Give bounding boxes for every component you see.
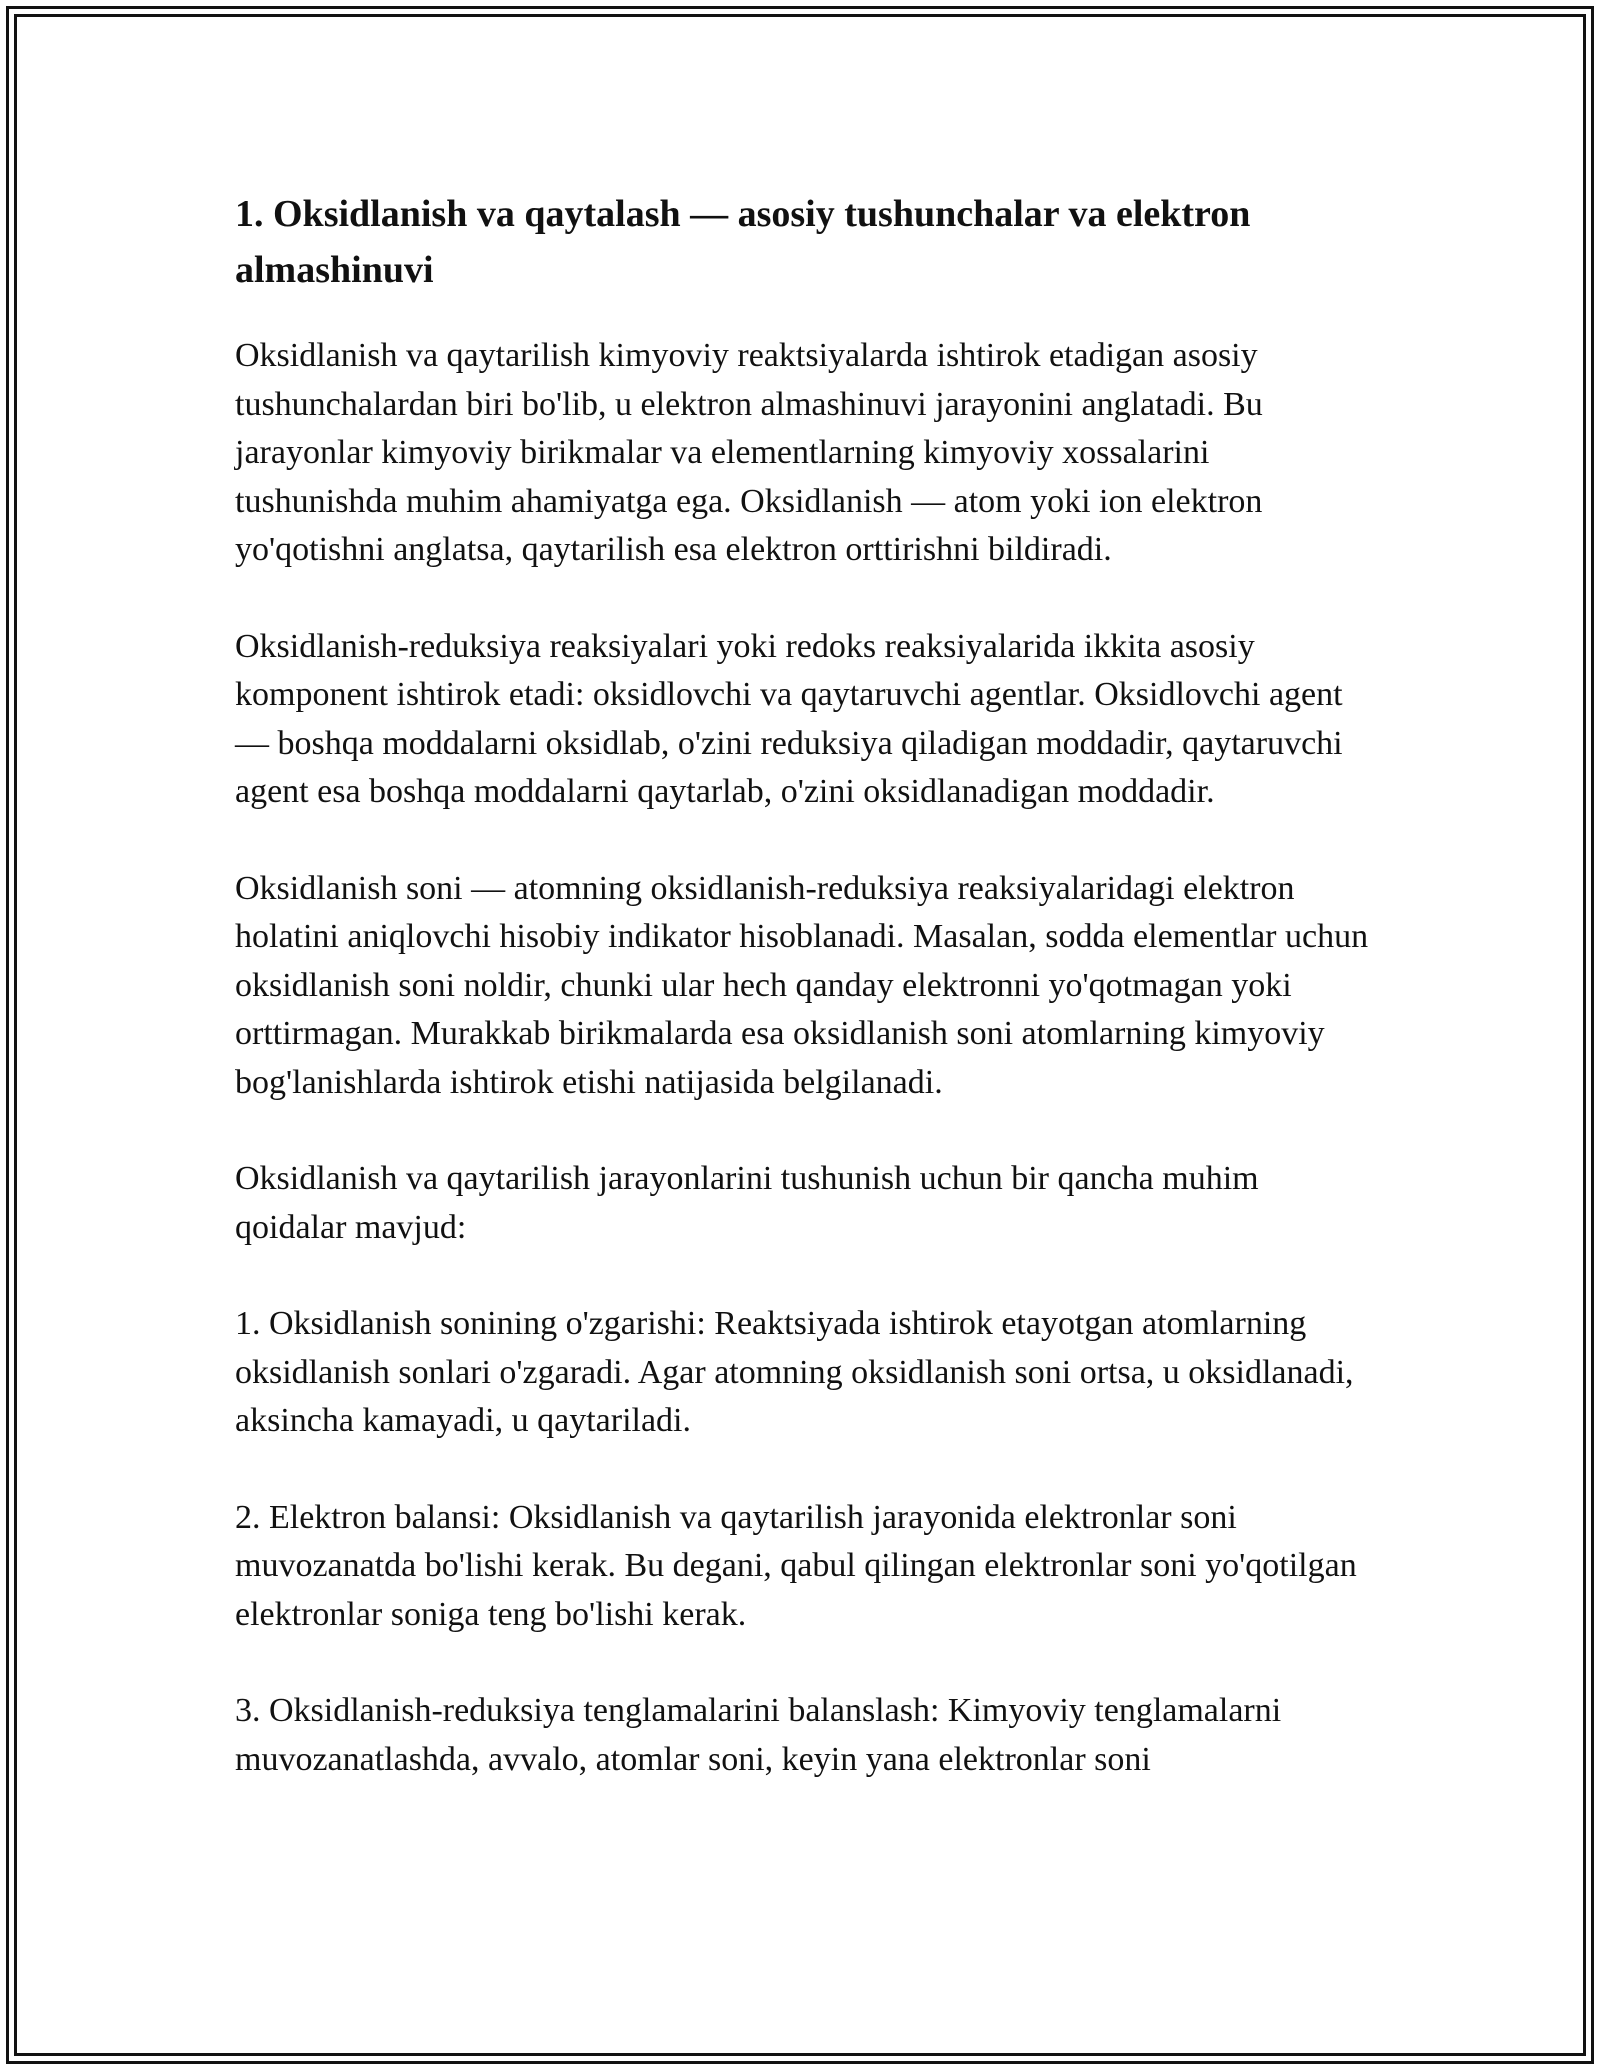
- paragraph-rules-intro: Oksidlanish va qaytarilish jarayonlarini tushunish uchun bir qancha muhim qoidalar mavjud:: [235, 1160, 1259, 1246]
- paragraph-oxidation-number: Oksidlanish soni — atomning oksidlanish-reduksiya reaksiyalaridagi elektron holatini aniqlovchi hisobiy indikator hisoblanadi. Masalan, sodda elementlar uchun oksidlanish soni noldir, chunki ular hech qanday elektronni yo'qotmagan yoki orttirmagan. Murakkab birikmalarda esa oksidlanish soni atomlarning kimyoviy bog'lanishlarda ishtirok etishi natijasida belgilanadi.: [235, 869, 1369, 1101]
- paragraph-intro: Oksidlanish va qaytarilish kimyoviy reaktsiyalarda ishtirok etadigan asosiy tushunchalardan biri bo'lib, u elektron almashinuvi jarayonini anglatadi. Bu jarayonlar kimyoviy birikmalar va elementlarning kimyoviy xossalarini tushunishda muhim ahamiyatga ega. Oksidlanish — atom yoki ion elektron yo'qotishni anglatsa, qaytarilish esa elektron orttirishni bildiradi.: [235, 337, 1263, 568]
- paragraph-redox-agents: Oksidlanish-reduksiya reaksiyalari yoki redoks reaksiyalarida ikkita asosiy komponent ishtirok etadi: oksidlovchi va qaytaruvchi agentlar. Oksidlovchi agent — boshqa moddalarni oksidlab, o'zini reduksiya qiladigan moddadir, qaytaruvchi agent esa boshqa moddalarni qaytarlab, o'zini oksidlanadigan moddadir.: [235, 627, 1343, 810]
- rule-item-3: 3. Oksidlanish-reduksiya tenglamalarini balanslash: Kimyoviy tenglamalarni muvozanatlashda, avvalo, atomlar soni, keyin yana elektronlar soni: [235, 1692, 1282, 1778]
- document-body: [235, 186, 1370, 1784]
- section-heading: 1. Oksidlanish va qaytalash — asosiy tushunchalar va elektron almashinuvi: [235, 193, 1251, 291]
- rule-item-2: 2. Elektron balansi: Oksidlanish va qaytarilish jarayonida elektronlar soni muvozanatda bo'lishi kerak. Bu degani, qabul qilingan elektronlar soni yo'qotilgan elektronlar soniga teng bo'lishi kerak.: [235, 1498, 1357, 1633]
- rule-item-1: 1. Oksidlanish sonining o'zgarishi: Reaktsiyada ishtirok etayotgan atomlarning oksidlanish sonlari o'zgaradi. Agar atomning oksidlanish soni ortsa, u oksidlanadi, aksincha kamayadi, u qaytariladi.: [235, 1305, 1354, 1439]
